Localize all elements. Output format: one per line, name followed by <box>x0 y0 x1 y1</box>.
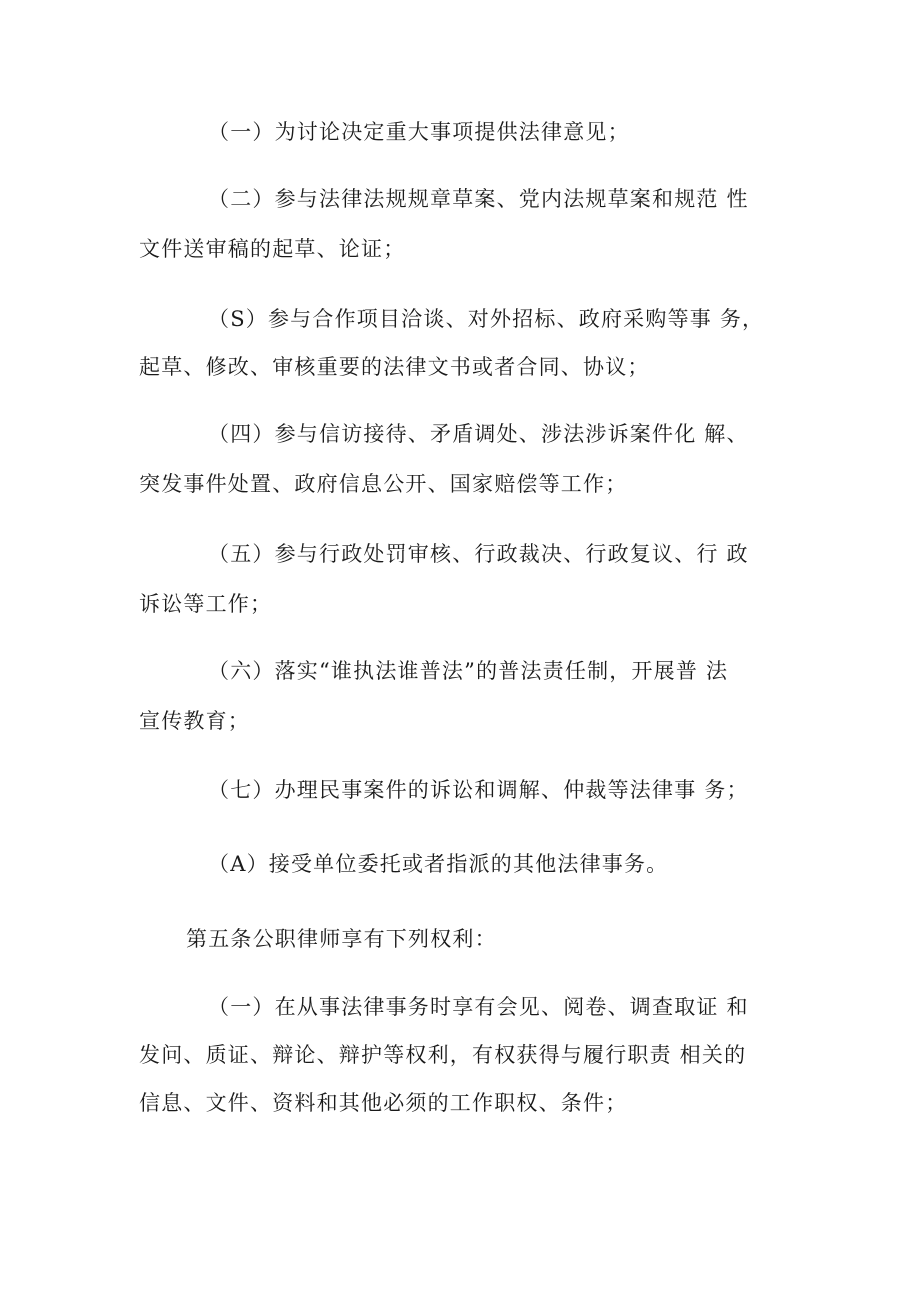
paragraph-item-3-line-1: （S）参与合作项目洽谈、对外招标、政府采购等事 务， <box>208 307 765 331</box>
paragraph-item-1-line-1: （一）为讨论决定重大事项提供法律意见； <box>208 120 630 144</box>
paragraph-item-5-line-2: 诉讼等工作； <box>139 592 273 616</box>
paragraph-item-4-line-2: 突发事件处置、政府信息公开、国家赔偿等工作； <box>139 472 628 496</box>
paragraph-item-6-line-2: 宣传教育； <box>139 709 250 733</box>
paragraph-right-1-line-2: 发问、质证、辩论、辩护等权利，有权获得与履行职责 相关的 <box>139 1043 747 1067</box>
paragraph-item-2-line-2: 文件送审稿的起草、论证； <box>139 237 406 261</box>
paragraph-item-3-line-2: 起草、修改、审核重要的法律文书或者合同、协议； <box>139 355 650 379</box>
paragraph-item-6-line-1: （六）落实“谁执法谁普法”的普法责任制，开展普 法 <box>208 659 729 683</box>
paragraph-right-1-line-3: 信息、文件、资料和其他必须的工作职权、条件； <box>139 1091 628 1115</box>
paragraph-item-4-line-1: （四）参与信访接待、矛盾调处、涉法涉诉案件化 解、 <box>208 422 749 446</box>
paragraph-item-5-line-1: （五）参与行政处罚审核、行政裁决、行政复议、行 政 <box>208 542 749 566</box>
paragraph-right-1-line-1: （一）在从事法律事务时享有会见、阅卷、调查取证 和 <box>208 995 749 1019</box>
paragraph-item-8-line-1: （A）接受单位委托或者指派的其他法律事务。 <box>208 852 669 876</box>
paragraph-item-7-line-1: （七）办理民事案件的诉讼和调解、仲裁等法律事 务； <box>208 778 749 802</box>
article-5-heading: 第五条公职律师享有下列权利： <box>186 927 497 951</box>
paragraph-item-2-line-1: （二）参与法律法规规章草案、党内法规草案和规范 性 <box>208 187 749 211</box>
